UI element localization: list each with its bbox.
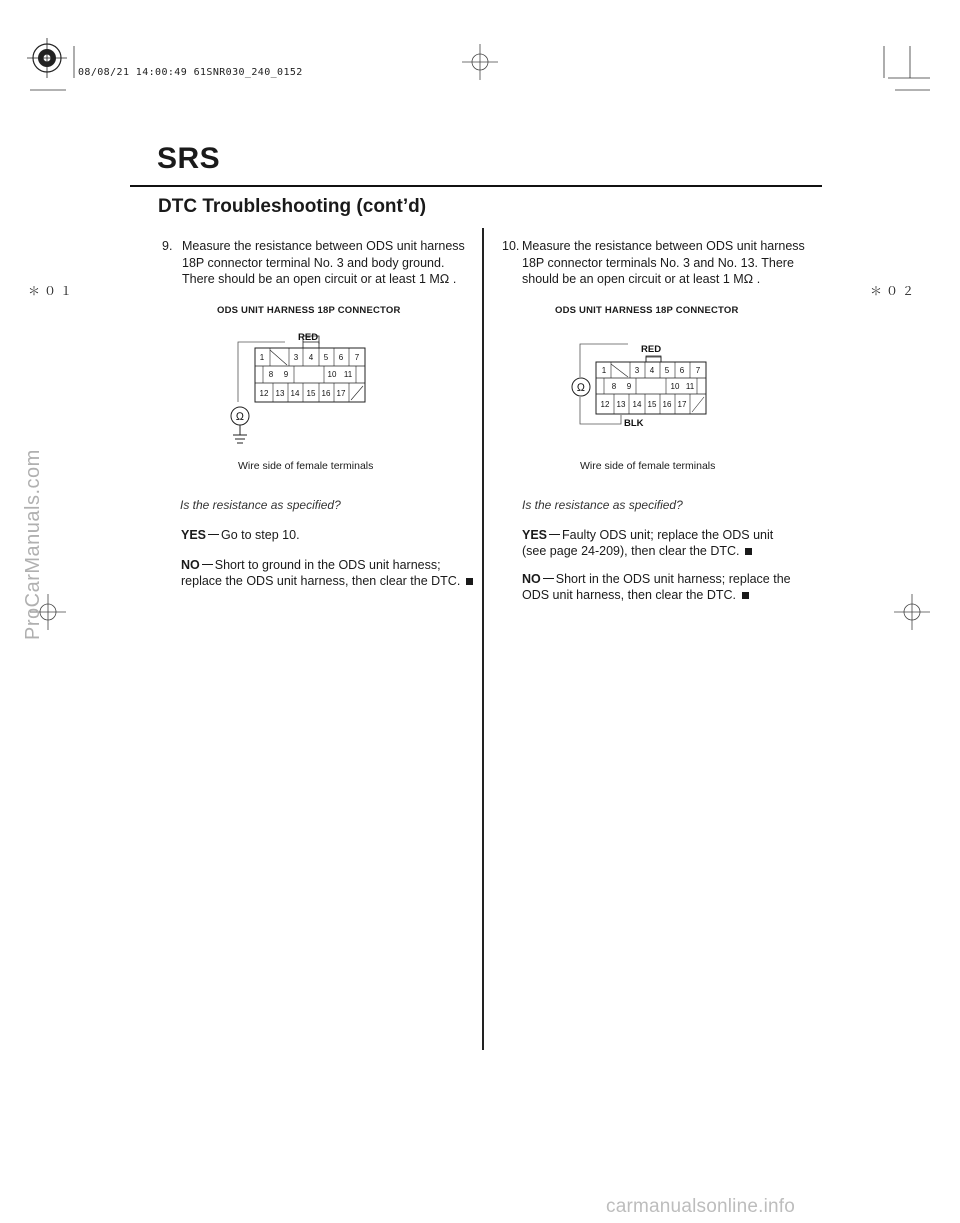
terminal-label: 14 [632, 400, 642, 409]
terminal-label: 14 [290, 389, 300, 398]
margin-mark-left: ＊０１ [28, 284, 77, 298]
terminal-label: 12 [600, 400, 610, 409]
ohmmeter-icon [572, 378, 590, 396]
crosshair-right-icon [894, 594, 930, 630]
answer-yes-line: (see page 24-209), then clear the DTC. [522, 544, 740, 558]
end-mark-icon [466, 578, 473, 585]
terminal-label: 4 [649, 366, 655, 375]
connector-diagram-step-10 [568, 340, 718, 435]
terminal-label: 13 [616, 400, 626, 409]
end-mark-icon [742, 592, 749, 599]
step-9 [162, 238, 472, 288]
end-mark-icon [745, 548, 752, 555]
step-line: There should be an open circuit or at least 1 MΩ . [182, 272, 457, 286]
answer-no [181, 557, 476, 589]
connector-title: ODS UNIT HARNESS 18P CONNECTOR [217, 305, 401, 316]
watermark-vertical: ProCarManuals.com [22, 449, 44, 640]
answer-yes-key: YES [181, 528, 207, 542]
step-number: 9. [162, 239, 173, 253]
answer-no-key: NO [522, 572, 541, 586]
terminal-label: 8 [268, 370, 274, 379]
terminal-label: 11 [343, 370, 353, 379]
margin-mark-right: ＊０２ [870, 284, 919, 298]
terminal-label: 6 [338, 353, 344, 362]
terminal-label: 15 [306, 389, 316, 398]
terminal-label: 17 [336, 389, 346, 398]
step-number: 10. [502, 239, 520, 253]
section-title: SRS [157, 142, 221, 175]
crosshair-top-icon [462, 44, 498, 80]
ohmmeter-icon [231, 407, 249, 425]
step-line: should be an open circuit or at least 1 MΩ . [522, 272, 761, 286]
terminal-label: 10 [327, 370, 337, 379]
answer-no [522, 571, 822, 603]
question: Is the resistance as specified? [180, 498, 341, 512]
terminal-label: 8 [611, 382, 617, 391]
terminal-label: 1 [601, 366, 607, 375]
diagram-caption: Wire side of female terminals [238, 460, 374, 472]
terminal-label: 5 [323, 353, 329, 362]
answer-yes-key: YES [522, 528, 548, 542]
watermark-bottom: carmanualsonline.info [606, 1196, 796, 1217]
step-line: 18P connector terminal No. 3 and body ground. [182, 255, 445, 270]
terminal-label: 10 [670, 382, 680, 391]
connector-diagram-step-9 [225, 328, 375, 450]
registration-target-icon [27, 38, 67, 78]
step-line: 18P connector terminals No. 3 and No. 13. There [522, 255, 794, 270]
terminal-label: 16 [321, 389, 331, 398]
step-line: Measure the resistance between ODS unit harness [522, 239, 805, 253]
terminal-label: 11 [685, 382, 695, 391]
terminal-label: 6 [679, 366, 685, 375]
terminal-label: 15 [647, 400, 657, 409]
wire-label-red: RED [641, 344, 662, 355]
answer-no-line: replace the ODS unit harness, then clear the DTC. [181, 574, 461, 588]
terminal-label: 16 [662, 400, 672, 409]
terminal-label: 9 [283, 370, 289, 379]
answer-yes-text: Go to step 10. [221, 528, 300, 542]
svg-text:Ω: Ω [235, 411, 245, 423]
terminal-label: 3 [634, 366, 640, 375]
terminal-label: 7 [695, 366, 701, 375]
answer-no-key: NO [181, 558, 200, 572]
terminal-label: 9 [626, 382, 632, 391]
step-10 [502, 238, 822, 288]
svg-text:Ω: Ω [576, 382, 586, 394]
question: Is the resistance as specified? [522, 498, 683, 512]
terminal-label: 1 [259, 353, 265, 362]
terminal-label: 13 [275, 389, 285, 398]
answer-no-line: Short in the ODS unit harness; replace the [555, 572, 791, 586]
terminal-label: 4 [308, 353, 314, 362]
answer-no-line: ODS unit harness, then clear the DTC. [522, 588, 736, 602]
wire-label-blk: BLK [624, 418, 644, 429]
terminal-label: 5 [664, 366, 670, 375]
body-ground-icon [233, 425, 247, 443]
diagram-caption: Wire side of female terminals [580, 460, 716, 472]
terminal-label: 3 [293, 353, 299, 362]
answer-yes [522, 527, 822, 559]
print-stamp: 08/08/21 14:00:49 61SNR030_240_0152 [78, 67, 303, 78]
wire-label-red: RED [298, 332, 319, 343]
terminal-label: 7 [354, 353, 360, 362]
answer-no-line: Short to ground in the ODS unit harness; [214, 558, 441, 572]
connector-title: ODS UNIT HARNESS 18P CONNECTOR [555, 305, 739, 316]
step-line: Measure the resistance between ODS unit harness [182, 239, 465, 253]
column-divider [482, 228, 484, 1050]
terminal-label: 12 [259, 389, 269, 398]
page-heading: DTC Troubleshooting (cont’d) [158, 196, 427, 217]
terminal-label: 17 [677, 400, 687, 409]
header-rule [130, 185, 822, 187]
answer-yes [181, 527, 471, 543]
answer-yes-line: Faulty ODS unit; replace the ODS unit [562, 528, 774, 542]
